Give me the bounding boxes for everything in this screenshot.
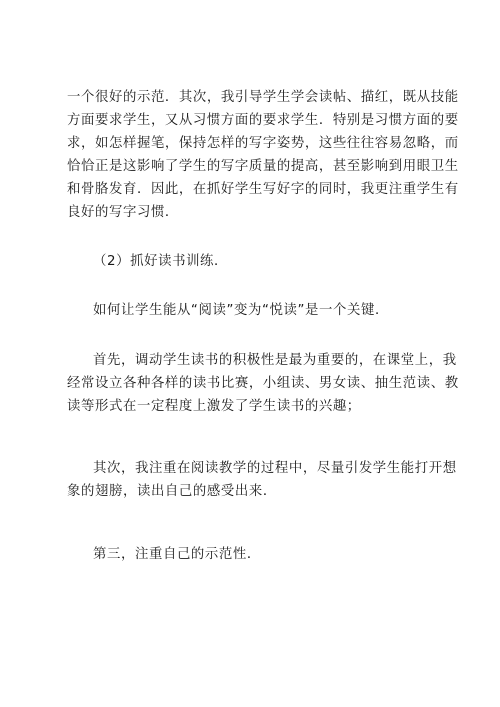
text-line: 方面要求学生，又从习惯方面的要求学生．特别是习惯方面的要 <box>67 113 459 128</box>
text-line: 其次，我注重在阅读教学的过程中，尽量引发学生能打开想 <box>93 461 457 476</box>
text-line: 良好的写字习惯． <box>67 205 179 220</box>
text-line: 读等形式在一定程度上激发了学生读书的兴趣； <box>67 399 361 414</box>
text-line: 一个很好的示范．其次，我引导学生学会读帖、描红，既从技能 <box>67 90 459 105</box>
text-line: 和骨胳发育．因此，在抓好学生写好字的同时，我更注重学生有 <box>67 182 459 197</box>
text-line: 象的翅膀，读出自己的感受出来． <box>67 484 277 499</box>
text-line: （2）抓好读书训练． <box>93 254 229 269</box>
text-line: 求，如怎样握笔，保持怎样的写字姿势，这些往往容易忽略，而 <box>67 136 459 151</box>
text-line: 首先，调动学生读书的积极性是最为重要的，在课堂上，我 <box>93 353 457 368</box>
text-line: 第三，注重自己的示范性． <box>93 547 261 562</box>
text-line: 如何让学生能从“阅读”变为“悦读”是一个关键． <box>93 303 389 318</box>
text-line: 恰恰正是这影响了学生的写字质量的提高，甚至影响到用眼卫生 <box>67 159 459 174</box>
text-line: 经常设立各种各样的读书比赛，小组读、男女读、抽生范读、教 <box>67 376 459 391</box>
